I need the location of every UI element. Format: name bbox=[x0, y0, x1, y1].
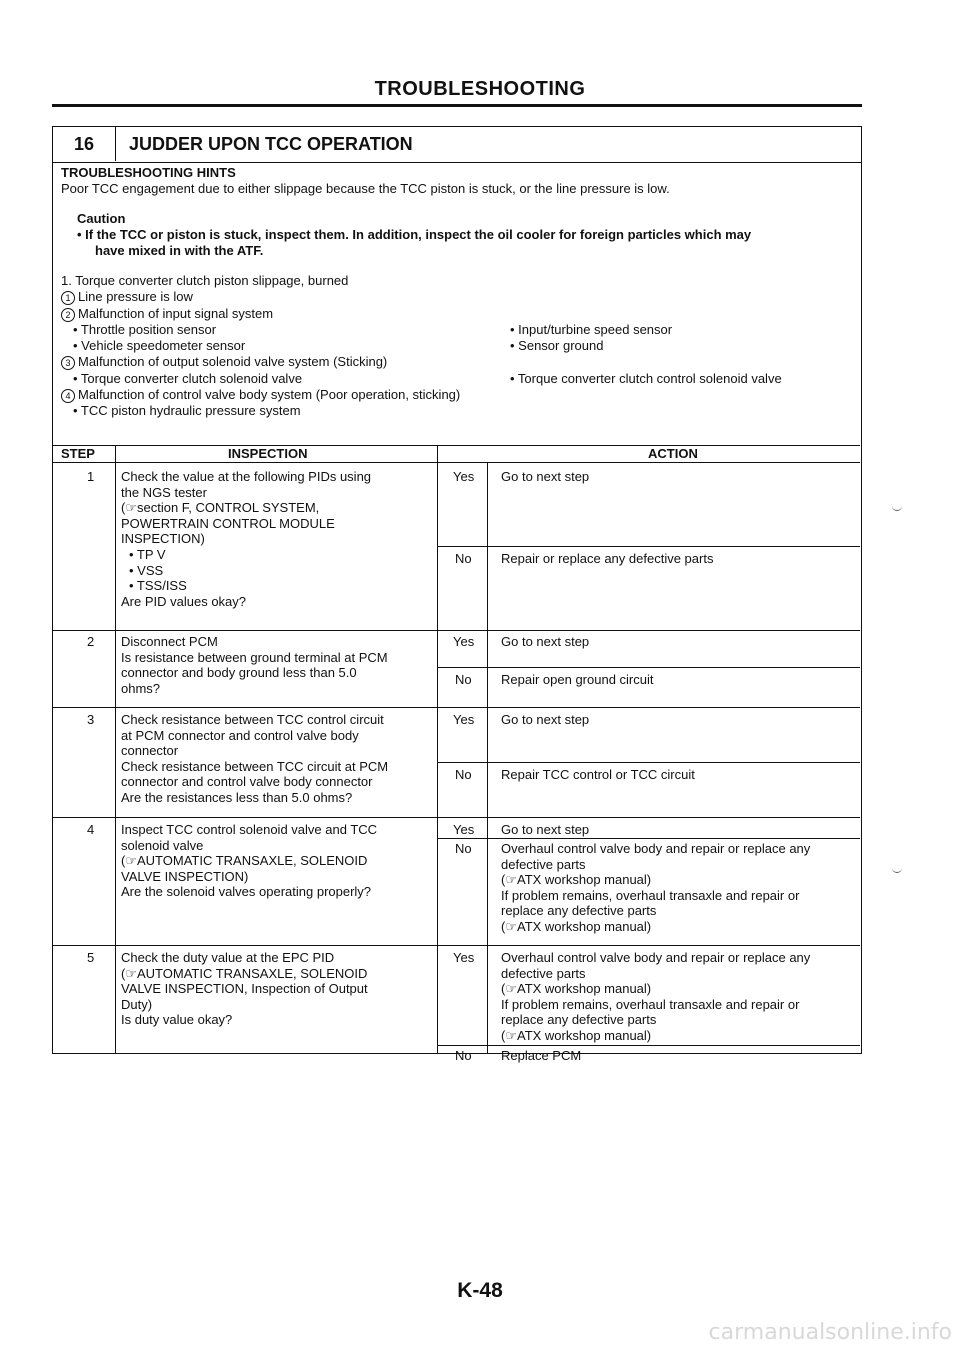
no-label: No bbox=[455, 672, 472, 687]
table-header-rule bbox=[53, 462, 860, 463]
action-line: Overhaul control valve body and repair or replace any bbox=[501, 841, 811, 856]
watermark: carmanualsonline.info bbox=[708, 1320, 952, 1345]
action-line: replace any defective parts bbox=[501, 903, 657, 919]
cause-bullet: • Input/turbine speed sensor bbox=[510, 321, 673, 337]
step-5-no-action: Replace PCM bbox=[501, 1048, 582, 1063]
cause-sub-1 bbox=[61, 289, 851, 305]
step-number: 3 bbox=[87, 712, 95, 727]
cause-sub-4 bbox=[61, 387, 851, 403]
inspection-line: Duty) bbox=[121, 996, 153, 1012]
yes-no-divider bbox=[437, 838, 860, 839]
action-line: If problem remains, overhaul transaxle and repair or bbox=[501, 996, 800, 1012]
section-title: JUDDER UPON TCC OPERATION bbox=[129, 134, 413, 154]
cause-sub-4-text: Malfunction of control valve body system (Poor operation, sticking) bbox=[78, 387, 461, 403]
caution-line-1: • If the TCC or piston is stuck, inspect them. In addition, inspect the oil cooler for foreign particles which may bbox=[77, 227, 752, 242]
cause-bullet: • Torque converter clutch control solenoid valve bbox=[510, 370, 782, 386]
cause-sub-2 bbox=[61, 306, 851, 322]
step-4-yes-action: Go to next step bbox=[501, 822, 590, 837]
col-header-step: STEP bbox=[61, 446, 95, 461]
yes-label: Yes bbox=[453, 950, 475, 965]
inspection-line: • TSS/ISS bbox=[129, 578, 187, 594]
inspection-line: POWERTRAIN CONTROL MODULE bbox=[121, 515, 335, 531]
step-3-no-action: Repair TCC control or TCC circuit bbox=[501, 767, 695, 782]
yes-label: Yes bbox=[453, 634, 475, 649]
inspection-line: • TP V bbox=[129, 546, 166, 562]
inspection-line: Check the value at the following PIDs using bbox=[121, 469, 372, 484]
inspection-line: Is duty value okay? bbox=[121, 1012, 233, 1028]
inspection-line: Check the duty value at the EPC PID bbox=[121, 950, 335, 965]
cause-sub-3-text: Malfunction of output solenoid valve system (Sticking) bbox=[78, 354, 388, 370]
no-label: No bbox=[455, 767, 472, 782]
inspection-line: (☞AUTOMATIC TRANSAXLE, SOLENOID bbox=[121, 965, 368, 981]
step-4-inspection bbox=[121, 822, 377, 900]
margin-mark bbox=[892, 862, 902, 873]
inspection-line: Are the solenoid valves operating properly? bbox=[121, 884, 372, 900]
troubleshooting-hints bbox=[61, 165, 851, 420]
inspection-line: Inspect TCC control solenoid valve and TCC bbox=[121, 822, 378, 837]
circled-number-2: 2 bbox=[61, 308, 75, 322]
yes-no-divider bbox=[437, 1045, 860, 1046]
step-2-yes-action: Go to next step bbox=[501, 634, 590, 649]
yes-no-divider bbox=[437, 762, 860, 763]
inspection-line: connector bbox=[121, 743, 179, 759]
step-5-yes-action bbox=[501, 950, 810, 1044]
cause-item-1: 1. Torque converter clutch piston slippage, burned bbox=[61, 273, 349, 288]
circled-number-1: 1 bbox=[61, 291, 75, 305]
yes-label: Yes bbox=[453, 712, 475, 727]
yes-no-divider bbox=[437, 667, 860, 668]
possible-causes bbox=[61, 273, 851, 420]
step-1-yes-action: Go to next step bbox=[501, 469, 590, 484]
yes-label: Yes bbox=[453, 469, 475, 484]
inspection-line: VALVE INSPECTION) bbox=[121, 868, 249, 884]
col-divider-step bbox=[115, 445, 116, 1053]
yes-no-divider bbox=[437, 546, 860, 547]
step-number: 2 bbox=[87, 634, 95, 649]
inspection-line: • VSS bbox=[129, 562, 164, 578]
col-divider-yesno bbox=[487, 462, 488, 1053]
no-label: No bbox=[455, 551, 472, 566]
cause-sub-3-row bbox=[61, 371, 851, 387]
col-header-inspection: INSPECTION bbox=[228, 446, 308, 461]
step-divider bbox=[53, 707, 860, 708]
troubleshooting-frame bbox=[52, 126, 862, 1063]
step-1-inspection bbox=[121, 469, 371, 609]
section-number: 16 bbox=[53, 127, 116, 161]
no-label: No bbox=[455, 841, 472, 856]
cause-bullet: • TCC piston hydraulic pressure system bbox=[73, 403, 301, 419]
cause-bullet: • Torque converter clutch solenoid valve bbox=[73, 370, 303, 386]
inspection-line: solenoid valve bbox=[121, 837, 204, 853]
cause-bullet: • Vehicle speedometer sensor bbox=[73, 338, 246, 354]
inspection-line: Are the resistances less than 5.0 ohms? bbox=[121, 789, 353, 805]
col-divider-inspection bbox=[437, 445, 438, 1053]
action-line: replace any defective parts bbox=[501, 1012, 657, 1028]
cause-sub-1-text: Line pressure is low bbox=[78, 289, 193, 305]
inspection-line: VALVE INSPECTION, Inspection of Output bbox=[121, 981, 368, 997]
inspection-line: (☞section F, CONTROL SYSTEM, bbox=[121, 500, 320, 516]
caution-block bbox=[77, 211, 851, 259]
action-line: (☞ATX workshop manual) bbox=[501, 981, 652, 997]
step-divider bbox=[53, 630, 860, 631]
no-label: No bbox=[455, 1048, 472, 1063]
caution-line-2: have mixed in with the ATF. bbox=[95, 243, 264, 258]
cause-sub-3 bbox=[61, 354, 851, 370]
table-top-rule bbox=[53, 445, 860, 446]
inspection-line: Are PID values okay? bbox=[121, 593, 247, 609]
step-2-inspection bbox=[121, 634, 388, 696]
hints-text: Poor TCC engagement due to either slippage because the TCC piston is stuck, or the line pressure is low. bbox=[61, 181, 670, 196]
step-number: 4 bbox=[87, 822, 95, 837]
inspection-line: Check resistance between TCC circuit at PCM bbox=[121, 758, 389, 774]
page-number: K-48 bbox=[457, 1279, 503, 1302]
cause-sub-2-row-2 bbox=[61, 338, 851, 354]
inspection-line: (☞AUTOMATIC TRANSAXLE, SOLENOID bbox=[121, 853, 368, 869]
inspection-line: the NGS tester bbox=[121, 484, 207, 500]
step-1-no-action: Repair or replace any defective parts bbox=[501, 551, 714, 566]
action-line: (☞ATX workshop manual) bbox=[501, 872, 652, 888]
step-divider bbox=[53, 817, 860, 818]
action-line: defective parts bbox=[501, 965, 586, 981]
step-4-no-action bbox=[501, 841, 810, 935]
cause-sub-2-text: Malfunction of input signal system bbox=[78, 305, 274, 321]
section-title-bar bbox=[53, 127, 861, 163]
action-line: defective parts bbox=[501, 856, 586, 872]
inspection-line: Disconnect PCM bbox=[121, 634, 218, 649]
action-line: Overhaul control valve body and repair or replace any bbox=[501, 950, 811, 965]
step-2-no-action: Repair open ground circuit bbox=[501, 672, 654, 687]
step-5-inspection bbox=[121, 950, 368, 1028]
inspection-line: connector and body ground less than 5.0 bbox=[121, 665, 357, 681]
inspection-line: at PCM connector and control valve body bbox=[121, 727, 359, 743]
inspection-line: Is resistance between ground terminal at PCM bbox=[121, 649, 388, 665]
header-rule bbox=[52, 104, 862, 107]
cause-bullet: • Throttle position sensor bbox=[73, 321, 217, 337]
inspection-line: Check resistance between TCC control circuit bbox=[121, 712, 384, 727]
yes-label: Yes bbox=[453, 822, 475, 837]
action-line: (☞ATX workshop manual) bbox=[501, 918, 652, 934]
action-line: If problem remains, overhaul transaxle and repair or bbox=[501, 887, 800, 903]
margin-mark bbox=[892, 500, 902, 511]
col-header-action: ACTION bbox=[648, 446, 698, 461]
step-number: 5 bbox=[87, 950, 95, 965]
caution-label: Caution bbox=[77, 211, 126, 226]
hints-heading: TROUBLESHOOTING HINTS bbox=[61, 165, 236, 180]
circled-number-4: 4 bbox=[61, 389, 75, 403]
cause-bullet: • Sensor ground bbox=[510, 338, 604, 354]
circled-number-3: 3 bbox=[61, 356, 75, 370]
cause-sub-2-row-1 bbox=[61, 322, 851, 338]
inspection-line: connector and control valve body connector bbox=[121, 774, 373, 790]
inspection-line: ohms? bbox=[121, 680, 161, 696]
step-number: 1 bbox=[87, 469, 95, 484]
page-header: TROUBLESHOOTING bbox=[374, 78, 586, 100]
step-3-inspection bbox=[121, 712, 388, 806]
step-divider bbox=[53, 945, 860, 946]
action-line: (☞ATX workshop manual) bbox=[501, 1027, 652, 1043]
step-3-yes-action: Go to next step bbox=[501, 712, 590, 727]
inspection-line: INSPECTION) bbox=[121, 531, 205, 547]
